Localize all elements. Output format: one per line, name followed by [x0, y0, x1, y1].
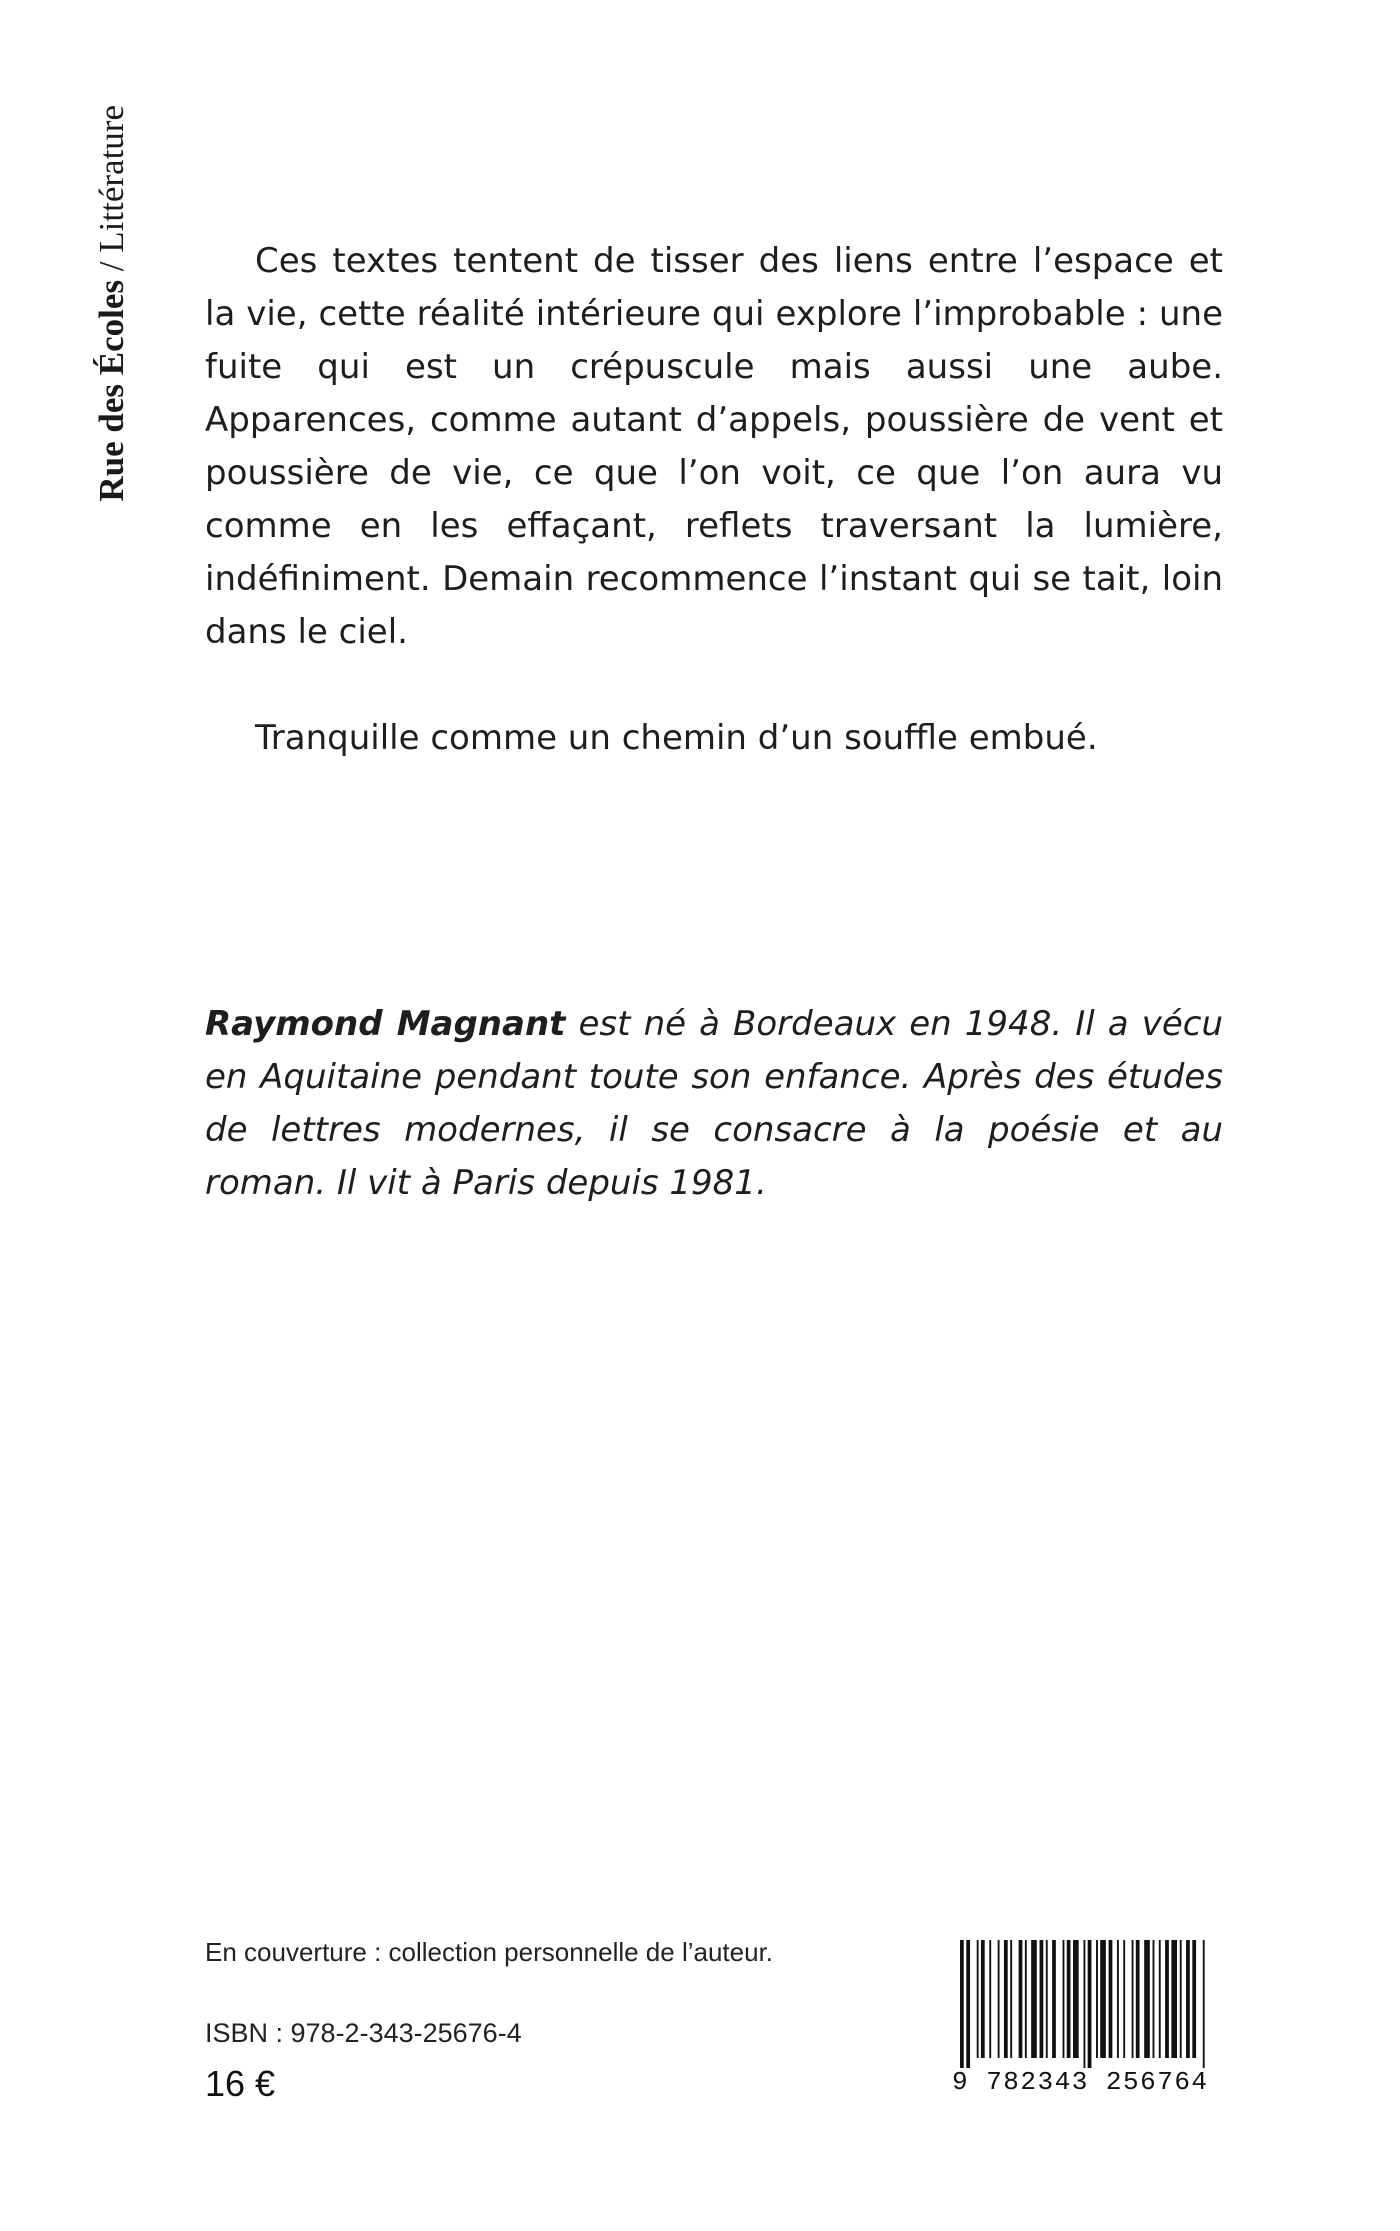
- barcode-bar: [1109, 1940, 1113, 2058]
- barcode-bar: [1073, 1940, 1079, 2058]
- barcode-bar: [998, 1940, 1000, 2058]
- barcode: [952, 1940, 1212, 2102]
- barcode-bar: [1010, 1940, 1012, 2058]
- barcode-bar: [1132, 1940, 1134, 2058]
- author-name: Raymond Magnant: [205, 1004, 566, 1044]
- blurb-paragraph: Ces textes tentent de tisser des liens entre l’espace et la vie, cette réalité intérieure qui explore l’improbable : une fuite qui est un crépuscule mais aussi une aube. Apparences, comme autant d’appels, poussière de vent et poussière de vie, ce que l’on voit, ce que l’on aura vu comme en les effaçant, reflets traversant la lumière, indéfiniment. Demain recommence l’instant qui se tait, loin dans le ciel.: [205, 241, 1223, 652]
- price: 16 €: [205, 2063, 276, 2104]
- barcode-bar: [1171, 1940, 1177, 2058]
- barcode-bar: [1063, 1940, 1065, 2058]
- author-bio-text: est né à Bordeaux en 1948. Il a vécu en Aquitaine pendant toute son enfance. Après des études de lettres modernes, il se consacre à la poésie et au roman. Il vit à Paris depuis 1981.: [205, 1004, 1223, 1203]
- barcode-bar: [1040, 1940, 1044, 2058]
- barcode-bar: [977, 1940, 979, 2058]
- spine-separator: /: [92, 252, 131, 280]
- barcode-digits: 9 782343 256764: [952, 2067, 1209, 2097]
- barcode-bar: [1067, 1940, 1071, 2058]
- barcode-bar: [1031, 1940, 1037, 2058]
- barcode-bar: [1052, 1940, 1056, 2058]
- barcode-bar: [1083, 1940, 1085, 2068]
- barcode-bar: [981, 1940, 985, 2058]
- barcode-bar: [1004, 1940, 1008, 2058]
- blurb: [205, 235, 1223, 659]
- collection-name: Rue des Écoles: [92, 279, 131, 502]
- barcode-bar: [1046, 1940, 1048, 2058]
- barcode-bar: [989, 1940, 991, 2058]
- barcode-bar: [1136, 1940, 1140, 2058]
- cover-credit: En couverture : collection personnelle de l’auteur.: [205, 1937, 774, 1967]
- blurb-quote: Tranquille comme un chemin d’un souffle embué.: [255, 718, 1098, 758]
- author-bio: [205, 998, 1223, 1210]
- category-name: Littérature: [92, 105, 131, 253]
- barcode-bar: [966, 1940, 970, 2068]
- barcode-bar: [1117, 1940, 1119, 2058]
- barcode-bar: [1186, 1940, 1190, 2058]
- barcode-bar: [960, 1940, 964, 2068]
- barcode-bar: [1100, 1940, 1106, 2058]
- isbn: ISBN : 978-2-343-25676-4: [205, 2018, 522, 2048]
- barcode-bar: [1165, 1940, 1169, 2058]
- barcode-bar: [1019, 1940, 1023, 2058]
- barcode-bar: [1180, 1940, 1182, 2058]
- barcode-bar: [1025, 1940, 1027, 2058]
- barcode-bar: [1096, 1940, 1098, 2058]
- barcode-bar: [1159, 1940, 1161, 2058]
- barcode-bar: [1123, 1940, 1125, 2058]
- spine-title: [86, 105, 138, 625]
- barcode-bars: [960, 1940, 1212, 2068]
- barcode-bar: [1144, 1940, 1150, 2058]
- barcode-bar: [1203, 1940, 1205, 2068]
- barcode-bar: [1153, 1940, 1155, 2058]
- barcode-bar: [1088, 1940, 1092, 2068]
- barcode-bar: [1192, 1940, 1196, 2058]
